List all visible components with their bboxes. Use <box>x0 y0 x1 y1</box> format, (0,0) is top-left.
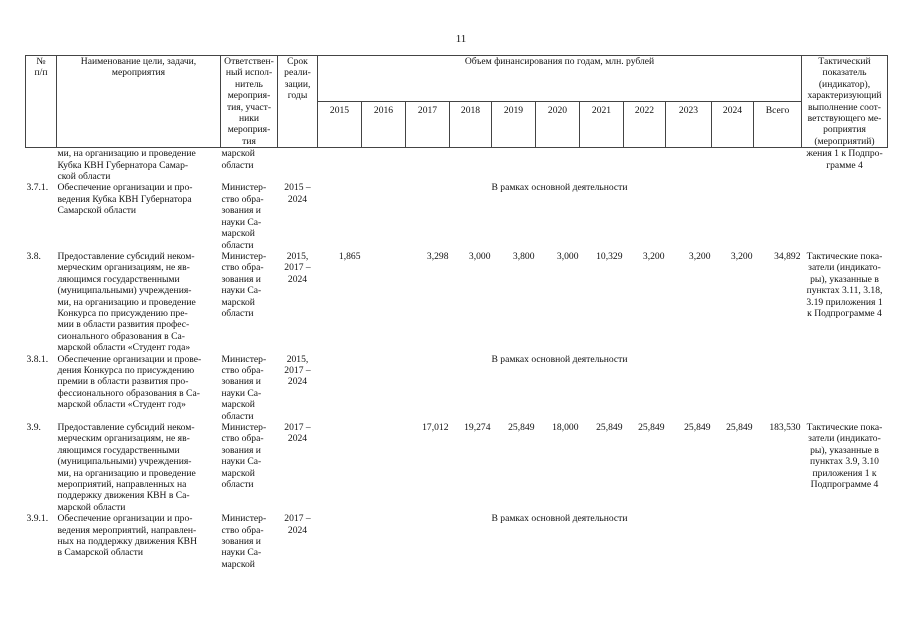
row-number: 3.8. <box>26 250 41 262</box>
value-2023: 25,849 <box>684 422 711 433</box>
value-2018: 3,000 <box>468 250 491 262</box>
table-row-3-8-1 <box>26 354 888 422</box>
value-2021: 10,329 <box>596 250 623 262</box>
financing-table <box>25 55 888 570</box>
header-year: 2020 <box>536 101 580 148</box>
row-name: Обеспечение организации и прове- дения Конкурса по присуждению премии в области развития про- фессионального образования в Са- марской области «Студент год» <box>57 353 202 411</box>
row-number: 3.8.1. <box>26 353 49 365</box>
value-2019: 3,800 <box>512 250 535 262</box>
value-total: 34,892 <box>774 250 801 262</box>
header-year: 2021 <box>580 101 624 148</box>
row-financing-note: В рамках основной деятельности <box>491 353 628 365</box>
row-name: Предоставление субсидий неком- мерческим организациям, не яв- ляющимся государственными (муниципальными) учреждения- ми, на организацию и проведение мероприятий, направленных на поддержку движения КВН в Са- марской области <box>57 422 196 513</box>
value-2016 <box>362 251 406 354</box>
header-year: 2018 <box>450 101 492 148</box>
value-2018: 19,274 <box>464 422 491 433</box>
row-term: 2015, 2017 – 2024 <box>284 250 311 285</box>
row-indicator: жения 1 к Подпро- грамме 4 <box>806 148 883 171</box>
row-name: Предоставление субсидий неком- мерческим организациям, не яв- ляющимся государственными (муниципальными) учреждения- ми, на организацию и проведение Конкурса по присуждению пре- мии в области развития профес- сионального образования в Са- марской области «Студент года» <box>57 250 196 354</box>
row-executor: Министер- ство обра- зования и науки Са- марской области <box>221 250 267 319</box>
row-number: 3.9.1. <box>26 513 49 525</box>
page-number: 11 <box>455 33 467 45</box>
header-year: 2022 <box>624 101 666 148</box>
header-year: 2023 <box>666 101 712 148</box>
header-name: Наименование цели, задачи, мероприятия <box>57 56 221 148</box>
header-year: 2016 <box>362 101 406 148</box>
value-2015 <box>318 422 362 513</box>
row-executor: Министер- ство обра- зования и науки Са- марской <box>221 513 267 570</box>
value-2022: 25,849 <box>638 422 665 433</box>
header-year: 2015 <box>318 101 362 148</box>
value-2017: 17,012 <box>422 422 449 433</box>
header-financing: Объем финансирования по годам, млн. рублей <box>318 56 802 102</box>
value-2021: 25,849 <box>596 422 623 433</box>
header-total: Всего <box>754 101 802 148</box>
value-2024: 25,849 <box>726 422 753 433</box>
row-term: 2017 – 2024 <box>284 422 311 445</box>
header-year: 2024 <box>712 101 754 148</box>
row-number: 3.7.1. <box>26 182 49 194</box>
row-indicator: Тактические пока- затели (индикато- ры), указанные в пунктах 3.9, 3.10 приложения 1 к Подпрограмме 4 <box>806 422 883 491</box>
row-name: Обеспечение организации и про- ведения Кубка КВН Губернатора Самарской области <box>57 182 193 217</box>
header-indicator: Тактический показатель (индикатор), характеризующий выполнение соот- ветствующего ме- роприятия (мероприятий) <box>802 56 888 148</box>
row-term: 2015, 2017 – 2024 <box>284 353 311 388</box>
header-term: Срок реали- зации, годы <box>278 56 318 148</box>
value-2017: 3,298 <box>426 250 449 262</box>
value-2023: 3,200 <box>688 250 711 262</box>
value-2015: 1,865 <box>338 250 361 262</box>
value-2022: 3,200 <box>642 250 665 262</box>
value-2020: 18,000 <box>552 422 579 433</box>
row-executor: Министер- ство обра- зования и науки Са- марской области <box>221 182 267 251</box>
header-executor: Ответствен- ный испол- нитель мероприя- тия, участ- ники мероприя- тия <box>221 56 278 148</box>
table-row-3-9-1 <box>26 513 888 570</box>
row-name: Обеспечение организации и про- ведения мероприятий, направлен- ных на поддержку движения КВН в Самарской области <box>57 513 197 559</box>
value-2020: 3,000 <box>556 250 579 262</box>
row-executor: Министер- ство обра- зования и науки Са- марской области <box>221 353 267 422</box>
row-financing-note: В рамках основной деятельности <box>491 513 628 525</box>
row-indicator: Тактические пока- затели (индикато- ры), указанные в пунктах 3.11, 3.18, 3.19 приложения 1 к Подпрограмме 4 <box>806 250 883 319</box>
table-row-3-8 <box>26 251 888 354</box>
row-financing-note: В рамках основной деятельности <box>491 182 628 194</box>
value-2019: 25,849 <box>508 422 535 433</box>
table-row-3-7-1 <box>26 182 888 250</box>
row-term: 2017 – 2024 <box>284 513 311 536</box>
row-number: 3.9. <box>26 422 41 433</box>
value-total: 183,530 <box>769 422 801 433</box>
value-2024: 3,200 <box>730 250 753 262</box>
row-term: 2015 – 2024 <box>284 182 311 205</box>
header-year: 2019 <box>492 101 536 148</box>
row-executor: марской области <box>221 148 255 171</box>
table-row-continuation <box>26 148 888 183</box>
header-year: 2017 <box>406 101 450 148</box>
row-name: ми, на организацию и проведение Кубка КВН Губернатора Самар- ской области <box>57 148 196 183</box>
row-executor: Министер- ство обра- зования и науки Са- марской области <box>221 422 267 491</box>
header-number: № п/п <box>26 56 57 148</box>
value-2016 <box>362 422 406 513</box>
table-row-3-9 <box>26 422 888 513</box>
